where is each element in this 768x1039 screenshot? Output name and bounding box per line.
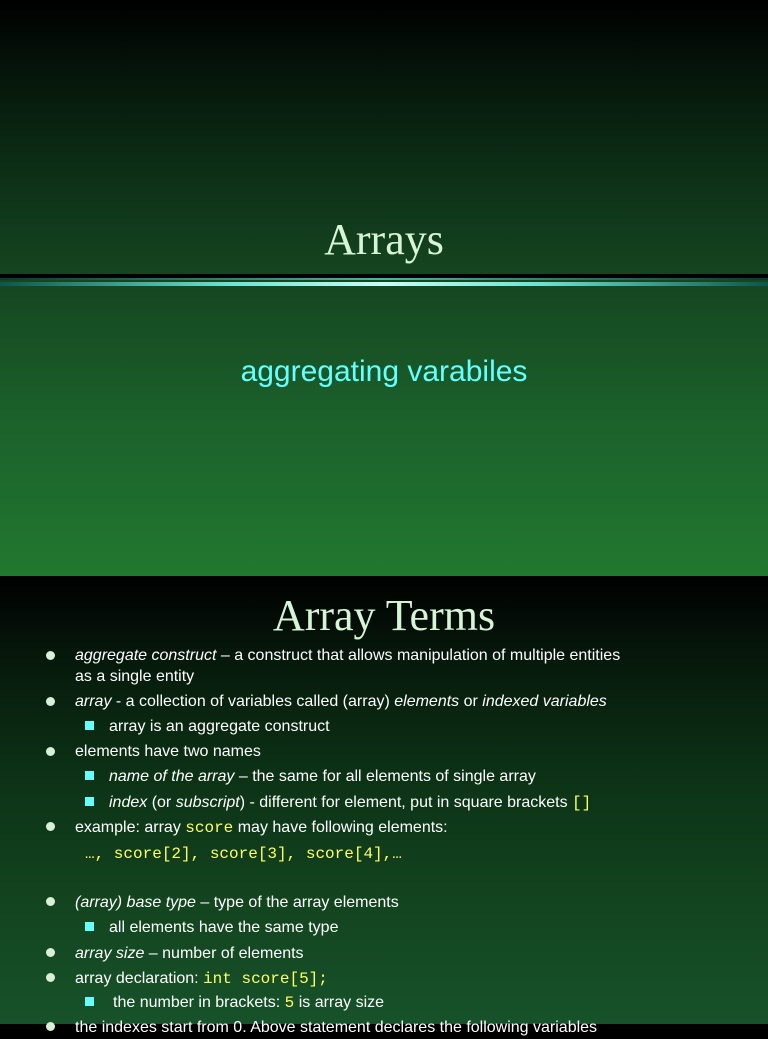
term: indexed variables (482, 693, 607, 710)
list-item (75, 968, 328, 990)
code-snippet: score (185, 819, 234, 837)
list-item (75, 943, 304, 965)
definition: ) - different for element, put in square brackets (239, 794, 573, 811)
item-text: the indexes start from 0. Above statement declares the following variables (75, 1019, 598, 1036)
sub-list-item (113, 992, 384, 1014)
list-item (75, 691, 607, 713)
sub-item-text: is array size (294, 994, 385, 1011)
sub-bullet-icon (85, 771, 94, 780)
list-item-continuation (75, 666, 194, 688)
sub-item-text: the number in brackets: (113, 994, 285, 1011)
code-example-line: …, score[2], score[3], score[4],… (85, 845, 402, 863)
definition: - a collection of variables called (array) (111, 693, 395, 710)
list-item (75, 1017, 597, 1039)
sub-bullet-icon (85, 997, 94, 1006)
definition: – number of elements (144, 945, 304, 962)
definition: – the same for all elements of single array (234, 768, 536, 785)
sub-item-text: all elements have the same type (109, 919, 339, 936)
sub-item-text: array is an aggregate construct (109, 718, 330, 735)
sub-list-item (109, 766, 536, 788)
term: subscript (175, 794, 240, 811)
slide-subtitle: aggregating varabiles (240, 355, 528, 388)
term: aggregate construct (75, 647, 217, 664)
bullet-icon (46, 697, 55, 706)
sub-bullet-icon (85, 922, 94, 931)
term: array (75, 693, 112, 710)
sub-bullet-icon (85, 721, 94, 730)
definition: or (459, 693, 483, 710)
code-snippet: [] (572, 794, 592, 812)
slide-title: Arrays (324, 215, 444, 264)
code-snippet: int score[5]; (203, 970, 328, 988)
bullet-icon (46, 973, 55, 982)
definition: (or (147, 794, 176, 811)
bullet-icon (46, 1022, 55, 1031)
item-text: elements have two names (75, 743, 261, 760)
title-divider (0, 274, 768, 288)
list-item (75, 817, 448, 839)
sub-list-item (109, 792, 591, 814)
sub-bullet-icon (85, 797, 94, 806)
term: (array) base type (75, 894, 196, 911)
bullet-icon (46, 897, 55, 906)
term: array size (75, 945, 145, 962)
sub-list-item (109, 716, 330, 738)
term: elements (394, 693, 460, 710)
list-item (75, 645, 620, 667)
code-snippet: 5 (284, 994, 295, 1012)
item-text: example: array (75, 819, 186, 836)
continuation-text: as a single entity (75, 668, 195, 685)
sub-list-item (109, 917, 338, 939)
bullet-icon (46, 651, 55, 660)
term: name of the array (109, 768, 235, 785)
item-text: array declaration: (75, 970, 204, 987)
definition: – a construct that allows manipulation of multiple entities (216, 647, 621, 664)
term: index (109, 794, 148, 811)
list-item (75, 741, 261, 763)
item-text: may have following elements: (233, 819, 448, 836)
definition: – type of the array elements (195, 894, 399, 911)
bullet-icon (46, 822, 55, 831)
bullet-icon (46, 948, 55, 957)
slide-title: Array Terms (272, 591, 496, 640)
bullet-icon (46, 747, 55, 756)
list-item (75, 892, 399, 914)
